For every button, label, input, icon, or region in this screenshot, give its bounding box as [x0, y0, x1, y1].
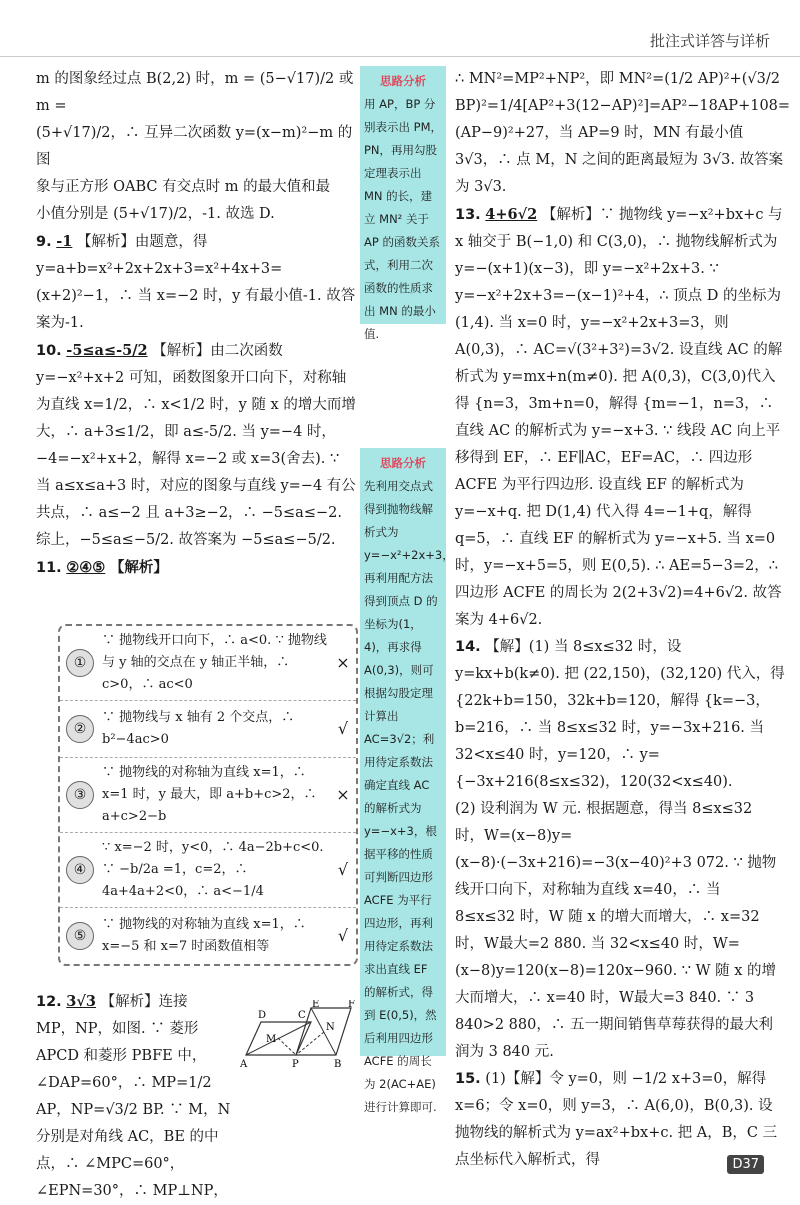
explanation: 【解析】∵ 抛物线 y=−x²+bx+c 与 x 轴交于 B(−1,0) 和 C(3,0)，∴ 抛物线解析式为 y=−(x+1)(x−3)，即 y=−x²+2x+3. ∵ y=−x²+2x+3=−(x−1)²+4，∴ 顶点 D 的坐标为(1,4). 当 x=0 时，y=−x²+2x+3=3，则 A(0,3)，∴ AC=√(3²+3²)=3√2. 设直线 AC 的解析式为 y=mx+n(m≠0). 把 A(0,3)，C(3,0)代入得 {n=3，3m+n=0，解得 {m=−1，n=3，∴ 直线 AC 的解析式为 y=−x+3. ∵ 线段 AC 向上平移得到 EF，∴ EF∥AC，EF=AC，∴ 四边形 ACFE 为平行四边形. 设直线 EF 的解析式为 y=−x+q. 把 D(1,4) 代入得 4=−1+q，解得 q=5，∴ 直线 EF 的解析式为 y=−x+5. 当 x=0 时，y=−x+5=5，则 E(0,5). ∴ AE=5−3=2，∴ 四边形 ACFE 的周长为 2(2+3√2)=4+6√2. 故答案为 4+6√2. [455, 207, 783, 628]
box-heading: 思路分析 [380, 74, 426, 88]
row-mark: √ [337, 860, 349, 879]
table-row [60, 833, 356, 908]
box-text: 用 AP，BP 分别表示出 PM，PN，再用勾股定理表示出 MN 的长，建立 MN² 关于 AP 的函数关系式，利用二次函数的性质求出 MN 的最小值. [364, 97, 443, 341]
header-divider [0, 56, 800, 57]
row-mark: × [336, 785, 350, 804]
label-d: D [258, 1010, 267, 1021]
table-row [60, 908, 356, 964]
thinking-analysis-box [360, 66, 446, 341]
question-13 [455, 201, 785, 634]
label-a: A [240, 1059, 248, 1070]
table-row [60, 701, 356, 758]
segment-mp [278, 1038, 296, 1055]
page-header [0, 0, 800, 58]
q14-part2: (2) 设利润为 W 元. 根据题意，得当 8≤x≤32 时，W=(x−8)y=(x−8)·(−3x+216)=−3(x−40)²+3 072. ∵ 抛物线开口向下，对称轴为直线 x=40，∴ 当 8≤x≤32 时，W 随 x 的增大而增大，∴ x=32 时，W最大=2 880. 当 32<x≤40 时，W=(x−8)y=120(x−8)=120x−960. ∵ W 随 x 的增大而增大，∴ x=40 时，W最大=3 840. ∵ 3 840>2 880，∴ 五一期间销售草莓获得的最大利润为 3 840 元. [455, 801, 777, 1060]
question-number: 9. [36, 234, 52, 250]
rhombus-figure [236, 1000, 356, 1070]
label-p: P [292, 1059, 299, 1070]
analysis-table [58, 624, 358, 966]
answer: -1 [56, 233, 73, 250]
row-mark: × [336, 653, 350, 672]
question-number: 11. [36, 560, 62, 576]
row-text: ∵ 抛物线的对称轴为直线 x=1，∴ x=1 时，y 最大，即 a+b+c>2，∴ a+c>2−b [102, 765, 317, 824]
question-number: 14. [455, 639, 481, 655]
question-number: 13. [455, 207, 481, 223]
left-column [36, 66, 356, 582]
box-heading: 思路分析 [380, 456, 426, 470]
q8-line: 象与正方形 OABC 有交点时 m 的最大值和最 [36, 179, 331, 195]
analysis-tag: 【解析】 [109, 559, 168, 576]
explanation: 【解】(1) 当 8≤x≤32 时，设 y=kx+b(k≠0). 把 (22,150)，(32,120) 代入，得 {22k+b=150，32k+b=120，解得 {k=−3，b=216，∴ 当 8≤x≤32 时，y=−3x+216. 当 32<x≤40 时，y=120，∴ y={−3x+216(8≤x≤32)，120(32<x≤40). [455, 639, 785, 790]
q12-continued: ∴ MN²=MP²+NP²，即 MN²=(1/2 AP)²+(√3/2 BP)²=1/4[AP²+3(12−AP)²]=AP²−18AP+108=(AP−9)²+27，当 AP=9 时，MN 有最小值 3√3，∴ 点 M，N 之间的距离最短为 3√3. 故答案为 3√3. [455, 71, 791, 195]
question-11 [36, 554, 356, 582]
explanation: 【解析】由二次函数 y=−x²+x+2 可知，函数图象开口向下，对称轴为直线 x=1/2，∴ x<1/2 时，y 随 x 的增大而增大，∴ a+3≤1/2，即 a≤-5/2. 当 y=−4 时，−4=−x²+x+2，解得 x=−2 或 x=3(舍去). ∵ 当 a≤x≤a+3 时，对应的图象与直线 y=−4 有公共点，∴ a≤−2 且 a+3≥−2，∴ −5≤a≤−2. 综上，−5≤a≤−5/2. 故答案为 −5≤a≤−5/2. [36, 343, 356, 548]
explanation: (1)【解】令 y=0，则 −1/2 x+3=0，解得 x=6；令 x=0，则 y=3，∴ A(6,0)，B(0,3). 设抛物线的解析式为 y=ax²+bx+c. 把 A，B，C 三点坐标代入解析式，得 [455, 1071, 778, 1168]
question-number: 12. [36, 994, 62, 1010]
label-f: F [348, 1000, 355, 1010]
explanation: 【解析】连接 MP，NP，如图. ∵ 菱形 APCD 和菱形 PBFE 中，∠DAP=60°，∴ MP=1/2 AP，NP=√3/2 BP. ∵ M，N 分别是对角线 AC，BE 的中点，∴ ∠MPC=60°，∠EPN=30°，∴ MP⊥NP， [36, 994, 231, 1199]
row-text: ∵ 抛物线开口向下，∴ a<0. ∵ 抛物线与 y 轴的交点在 y 轴正半轴，∴ c>0，∴ ac<0 [102, 633, 327, 692]
question-number: 10. [36, 343, 62, 359]
explanation: 【解析】由题意，得 y=a+b=x²+2x+2x+3=x²+4x+3=(x+2)²−1，∴ 当 x=−2 时，y 有最小值-1. 故答案为-1. [36, 234, 356, 331]
answer: ②④⑤ [66, 559, 106, 576]
question-number: 15. [455, 1071, 481, 1087]
row-mark: √ [337, 926, 349, 945]
row-text: ∵ x=−2 时，y<0，∴ 4a−2b+c<0. ∵ −b/2a =1，c=2，∴ 4a+4a+2<0，∴ a<−1/4 [102, 840, 324, 899]
row-text: ∵ 抛物线与 x 轴有 2 个交点，∴ b²−4ac>0 [102, 710, 295, 747]
label-n: N [326, 1022, 335, 1033]
thinking-analysis-box [360, 448, 454, 1114]
question-14 [455, 634, 785, 796]
answer: -5≤a≤-5/2 [66, 342, 148, 359]
row-number: ④ [66, 856, 94, 884]
answer: 3√3 [66, 993, 97, 1010]
right-column [455, 66, 791, 1174]
q12-body [36, 988, 231, 1205]
row-text: ∵ 抛物线的对称轴为直线 x=1，∴ x=−5 和 x=7 时函数值相等 [102, 917, 306, 954]
q8-line: 小值分别是 (5+√17)/2，-1. 故选 D. [36, 206, 275, 222]
page-number: D37 [727, 1155, 764, 1174]
row-mark: √ [337, 719, 349, 738]
table-row [60, 626, 356, 701]
q8-line: m 的图象经过点 B(2,2) 时，m = (5−√17)/2 或 m = [36, 71, 354, 114]
answer: 4+6√2 [485, 206, 538, 223]
row-number: ③ [66, 781, 94, 809]
table-row [60, 758, 356, 833]
question-10 [36, 337, 356, 554]
q8-line: (5+√17)/2，∴ 互异二次函数 y=(x−m)²−m 的图 [36, 125, 353, 168]
label-b: B [334, 1059, 342, 1070]
row-number: ② [66, 715, 94, 743]
label-e: E [312, 1000, 320, 1010]
label-c: C [298, 1010, 306, 1021]
label-m: M [266, 1034, 277, 1045]
question-12 [36, 988, 231, 1205]
box-text: 先利用交点式得到抛物线解析式为 y=−x²+2x+3，再利用配方法得到顶点 D 的坐标为(1，4)，再求得 A(0,3)，则可根据勾股定理计算出 AC=3√2；利用待定系数法确定直线 AC 的解析式为 y=−x+3，根据平移的性质可判断四边形 ACFE 为平行四边形，再利用待定系数法求出直线 EF 的解析式，得到 E(0,5)，然后利用四边形 ACFE 的周长为 2(AC+AE) 进行计算即可. [364, 479, 454, 1114]
row-number: ⑤ [66, 922, 94, 950]
row-number: ① [66, 649, 94, 677]
header-title: 批注式详答与详析 [649, 32, 770, 50]
question-9 [36, 228, 356, 337]
